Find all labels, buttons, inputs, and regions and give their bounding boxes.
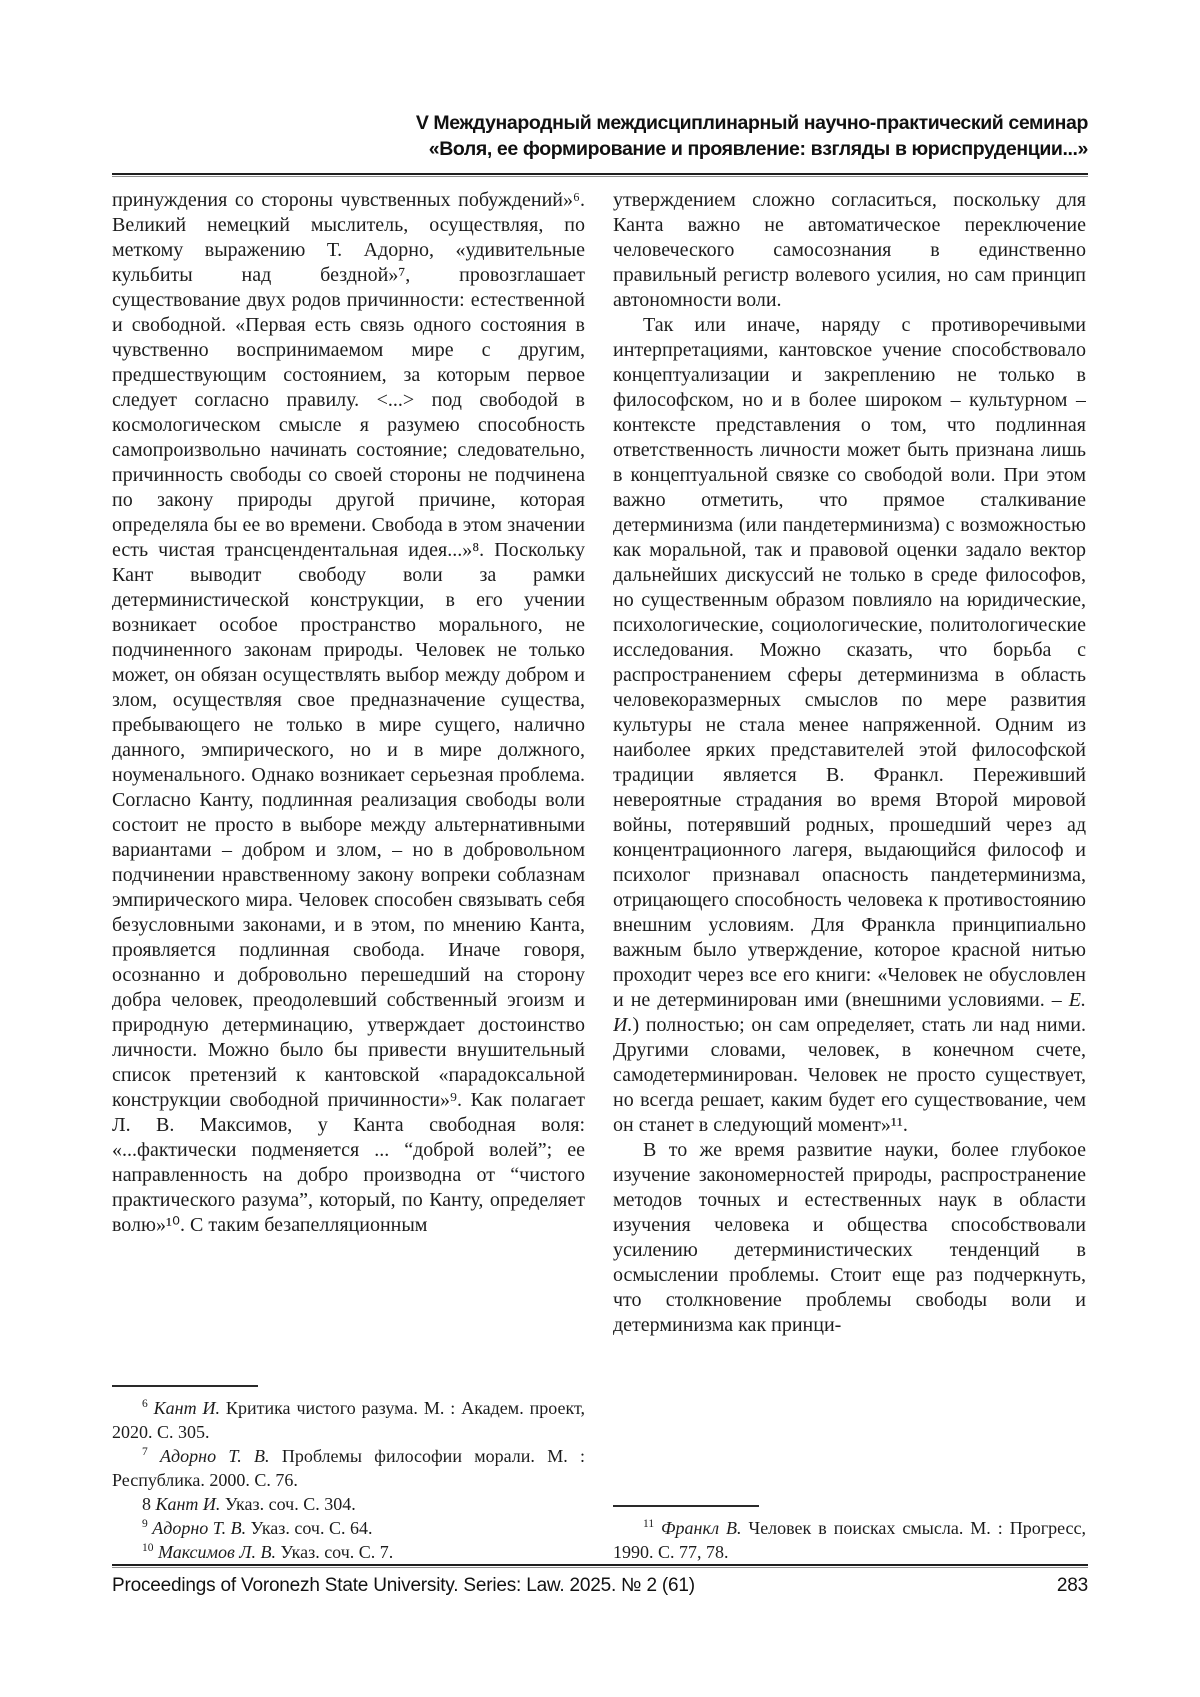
text-segment: Так или иначе, наряду с противоречивыми интерпретациями, кантовское учение способствовало концептуализации и закреплению не только в философском, но и в более широком – культурном – контексте представления о том, что подлинная ответственность личности может быть признана лишь в концептуальной связке со свободой воли. При этом важно отметить, что прямое сталкивание детерминизма (или пандетерминизма) с возможностью как моральной, так и правовой оценки задало вектор дальнейших дискуссий не только в среде философов, но существенным образом повлияло на юридические, психологические, социологические, политологические исследования. Можно сказать, что борьба с распространением сферы детерминизма в область человекоразмерных смыслов по мере развития культуры не стала менее напряженной. Одним из наиболее ярких представителей этой философской традиции является В. Франкл. Переживший невероятные страдания во время Второй мировой войны, потерявший родных, прошедший через ад концентрационного лагеря, выдающийся философ и психолог признавал опасность пандетерминизма, отрицающего способность человека к противостоянию внешним условиям. Для Франкла принципиально важным было утверждение, которое красной нитью проходит через все его книги: «Человек не обусловлен и не детерминирован ими (внешними условиями. –: [613, 314, 1086, 1011]
column-left: [112, 188, 585, 1564]
text-segment: ) полностью; он сам определяет, стать ли над ними. Другими словами, человек, в конечном счете, самодетерминирован. Человек не просто существует, но всегда решает, каким будет его существование, чем он станет в следующий момент»¹¹.: [613, 1014, 1086, 1136]
column-left-text: [112, 188, 585, 1238]
footnote: [112, 1516, 585, 1540]
running-head-line1: V Международный междисциплинарный научно-практический семинар: [415, 112, 1088, 134]
footer: [112, 1575, 1088, 1597]
footnote-author: Кант И.: [147, 1398, 220, 1418]
footnote-author: Адорно Т. В.: [147, 1518, 247, 1538]
footer-rule: [112, 1564, 1088, 1568]
column-left-footnotes: [112, 1379, 585, 1564]
footnote-list-left: [112, 1396, 585, 1564]
footnote: [112, 1444, 585, 1492]
footnote-marker: 9: [142, 1518, 148, 1530]
footnote-rule-left: [112, 1385, 258, 1387]
journal-reference: Proceedings of Voronezh State University. Series: Law. 2025. № 2 (61): [112, 1575, 695, 1596]
footnote-rule-right: [613, 1505, 759, 1507]
article-body: [112, 188, 1088, 1564]
footnote-author: Адорно Т. В.: [147, 1446, 270, 1466]
paragraph: [112, 188, 585, 1238]
paragraph: [613, 1138, 1086, 1338]
footnote-marker: 7: [142, 1446, 148, 1458]
column-right-text: [613, 188, 1086, 1338]
footnote: [112, 1540, 585, 1564]
text-segment: принуждения со стороны чувственных побуждений»⁶. Великий немецкий мыслитель, осуществляя, по меткому выражению Т. Адорно, «удивительные кульбиты над бездной»⁷, провозглашает существование двух родов причинности: естественной и свободной. «Первая есть связь одного состояния в чувственно воспринимаемом мире с другим, предшествующим состоянием, за которым первое следует согласно правилу. <...> под свободой в космологическом смысле я разумею способность самопроизвольно начинать состояние; следовательно, причинность свободы со своей стороны не подчинена по закону природы другой причине, которая определяла бы ее во времени. Свобода в этом значении есть чистая трансцендентальная идея...»⁸. Поскольку Кант выводит свободу воли за рамки детерминистической конструкции, в его учении возникает особое пространство морального, не подчиненного законам природы. Человек не только может, он обязан осуществлять выбор между добром и злом, осуществляя свое предназначение существа, пребывающего не только в мире сущего, налично данного, эмпирического, но и в мире должного, ноуменального. Однако возникает серьезная проблема. Согласно Канту, подлинная реализация свободы воли состоит не просто в выборе между альтернативными вариантами – добром и злом, – но в добровольном подчинении нравственному закону вопреки соблазнам эмпирического мира. Человек способен связывать себя безусловными законами, и в этом, по мнению Канта, проявляется подлинная свобода. Иначе говоря, осознанно и добровольно перешедший на сторону добра человек, преодолевший собственный эгоизм и природную детерминацию, утверждает достоинство личности. Можно было бы привести внушительный список претензий к кантовской «парадоксальной конструкции свободной причинности»⁹. Как полагает Л. В. Максимов, у Канта свободная воля: «...фактически подменяется ... “доброй волей”; ее направленность на добро производна от “чистого практического разума”, который, по Канту, определяет волю»¹⁰. С таким безапелляционным: [112, 189, 585, 1236]
inline-emphasis: Е. И.: [613, 989, 1086, 1036]
footnote: [112, 1396, 585, 1444]
header-rule: [112, 173, 1088, 177]
footnote-marker: 6: [142, 1398, 148, 1410]
footnote-author: Максимов Л. В.: [153, 1542, 276, 1562]
footnote-author: Кант И.: [151, 1494, 221, 1514]
column-right: [613, 188, 1086, 1564]
footnote-text: Проблемы философии морали. М. : Республика. 2000. С. 76.: [112, 1446, 585, 1490]
text-segment: В то же время развитие науки, более глубокое изучение закономерностей природы, распространение методов точных и естественных наук в области изучения человека и общества способствовали усилению детерминистических тенденций в осмыслении проблемы. Стоит еще раз подчеркнуть, что столкновение проблемы свободы воли и детерминизма как принци-: [613, 1139, 1086, 1336]
footnote: [613, 1516, 1086, 1564]
running-head-line2: «Воля, ее формирование и проявление: взгляды в юриспруденции...»: [428, 138, 1088, 160]
footnote-text: Указ. соч. С. 304.: [220, 1494, 356, 1514]
footnote-text: Человек в поисках смысла. М. : Прогресс, 1990. С. 77, 78.: [613, 1518, 1086, 1562]
footnote-text: Указ. соч. С. 64.: [246, 1518, 373, 1538]
column-right-footnotes: [613, 1499, 1086, 1564]
footnote-marker: 11: [643, 1518, 655, 1530]
footnote-author: Франкл В.: [654, 1518, 742, 1538]
paragraph: [613, 313, 1086, 1138]
footnote-list-right: [613, 1516, 1086, 1564]
footnote-marker: 8: [142, 1494, 151, 1514]
footnote: [112, 1492, 585, 1516]
footnote-text: Указ. соч. С. 7.: [275, 1542, 394, 1562]
paragraph: [613, 188, 1086, 313]
text-segment: утверждением сложно согласиться, поскольку для Канта важно не автоматическое переключение человеческого самосознания в единственно правильный регистр волевого усилия, но сам принцип автономности воли.: [613, 189, 1086, 311]
footnote-text: Критика чистого разума. М. : Академ. проект, 2020. С. 305.: [112, 1398, 585, 1442]
page-number: 283: [1056, 1575, 1088, 1596]
footnote-marker: 10: [142, 1542, 154, 1554]
running-head: [112, 0, 1088, 162]
